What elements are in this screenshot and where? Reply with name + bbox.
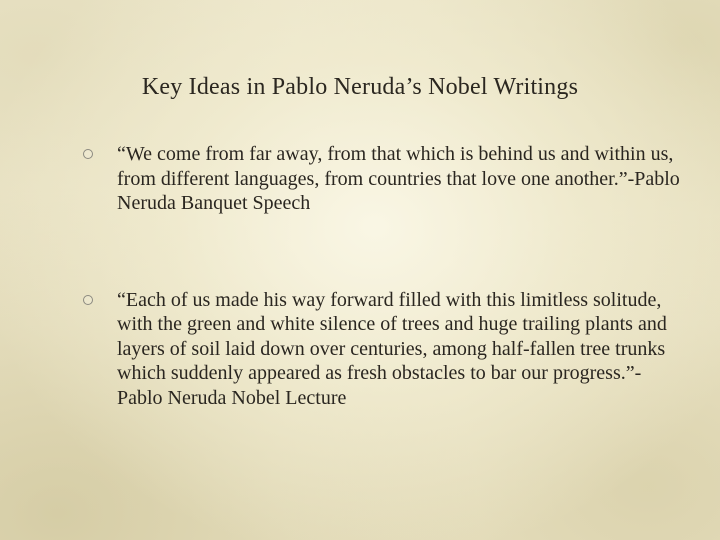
bullet-item-banquet-speech <box>80 142 680 216</box>
bullet-list <box>80 142 680 410</box>
bullet-item-nobel-lecture <box>80 288 680 411</box>
circle-bullet-icon <box>83 295 93 305</box>
bullet-text: “Each of us made his way forward filled with this limitless solitude, with the green and white silence of trees and huge trailing plants and layers of soil laid down over centuries, among half-fallen tree trunks which suddenly appeared as fresh obstacles to bar our progress.”-Pablo Neruda Nobel Lecture <box>117 288 667 409</box>
slide-title: Key Ideas in Pablo Neruda’s Nobel Writings <box>141 74 579 100</box>
bullet-text: “We come from far away, from that which is behind us and within us, from different languages, from countries that love one another.”-Pablo Neruda Banquet Speech <box>117 143 680 214</box>
circle-bullet-icon <box>83 149 93 159</box>
